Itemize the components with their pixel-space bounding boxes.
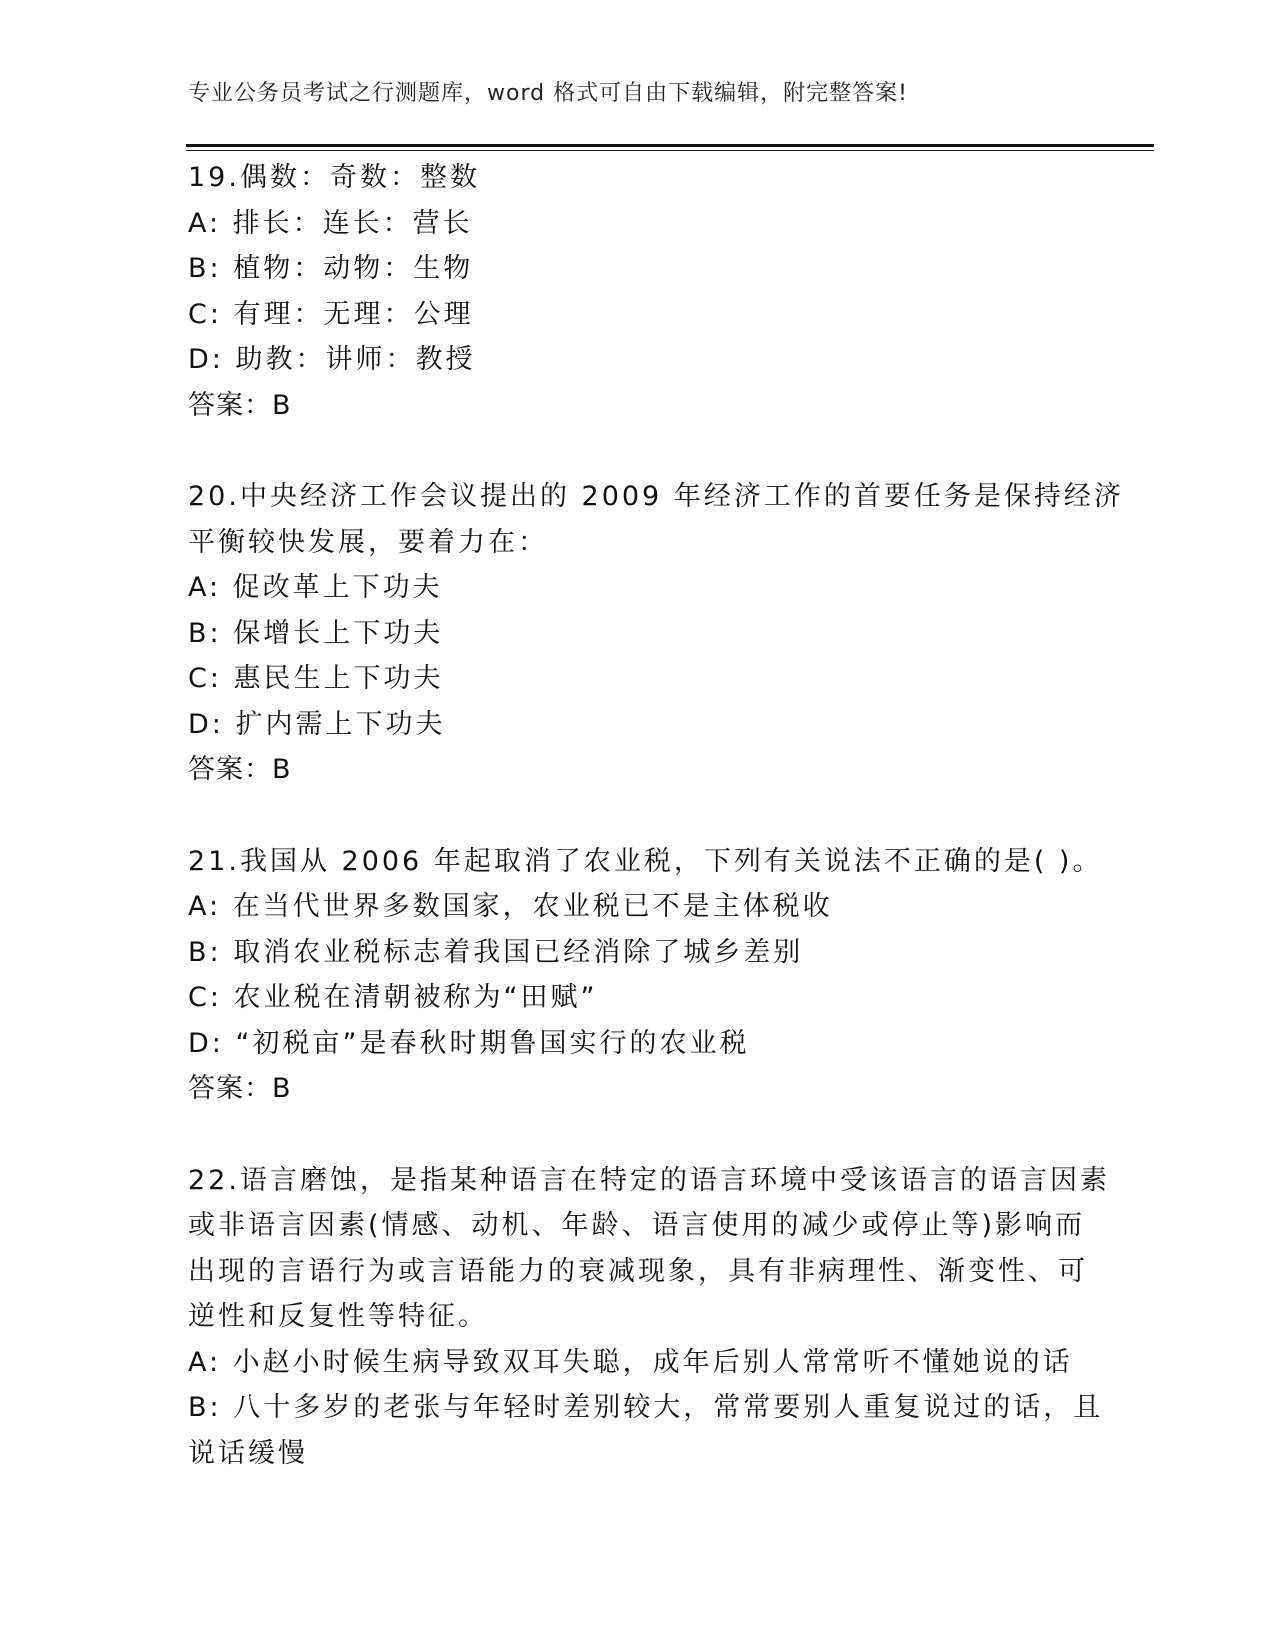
option-c: C: 有理：无理：公理 xyxy=(188,298,474,330)
option-a: A: 在当代世界多数国家，农业税已不是主体税收 xyxy=(188,891,833,922)
option-d: D: “初税亩”是春秋时期鲁国实行的农业税 xyxy=(188,1027,750,1059)
spacer xyxy=(188,793,1088,839)
option-a: A: 促改革上下功夫 xyxy=(188,572,443,603)
option-b: B: 植物：动物：生物 xyxy=(188,253,474,284)
question-stem: 出现的言语行为或言语能力的衰减现象，具有非病理性、渐变性、可 xyxy=(188,1255,1088,1287)
option-c: C: 农业税在清朝被称为“田赋” xyxy=(188,982,598,1013)
spacer xyxy=(188,428,1088,474)
header-rule-thick xyxy=(186,144,1154,147)
option-b-continued: 说话缓慢 xyxy=(188,1437,308,1469)
option-d: D: 扩内需上下功夫 xyxy=(188,708,446,740)
question-stem: 或非语言因素(情感、动机、年龄、语言使用的减少或停止等)影响而 xyxy=(188,1210,1086,1241)
option-b: B: 八十多岁的老张与年轻时差别较大，常常要别人重复说过的话，且 xyxy=(188,1392,1104,1423)
question-22 xyxy=(188,1158,1110,1477)
question-stem: 21.我国从 2006 年起取消了农业税，下列有关说法不正确的是( )。 xyxy=(188,845,1103,877)
spacer xyxy=(188,1112,1088,1158)
question-stem: 19.偶数：奇数：整数 xyxy=(188,162,480,193)
option-c: C: 惠民生上下功夫 xyxy=(188,663,444,694)
option-a: A: 排长：连长：营长 xyxy=(188,207,473,239)
question-21 xyxy=(188,839,1103,1112)
answer: 答案：B xyxy=(188,389,292,421)
question-19 xyxy=(188,155,1088,428)
option-b: B: 保增长上下功夫 xyxy=(188,617,444,649)
question-20 xyxy=(188,474,1124,793)
question-stem: 22.语言磨蚀，是指某种语言在特定的语言环境中受该语言的语言因素 xyxy=(188,1164,1110,1196)
question-stem: 逆性和反复性等特征。 xyxy=(188,1301,488,1332)
answer: 答案：B xyxy=(188,1073,292,1104)
page-header: 专业公务员考试之行测题库，word 格式可自由下载编辑，附完整答案! xyxy=(188,81,908,106)
answer: 答案：B xyxy=(188,754,292,785)
header-rule-thin xyxy=(186,150,1154,151)
option-d: D: 助教：讲师：教授 xyxy=(188,344,476,375)
question-stem: 20.中央经济工作会议提出的 2009 年经济工作的首要任务是保持经济 xyxy=(188,481,1124,512)
option-a: A: 小赵小时候生病导致双耳失聪，成年后别人常常听不懂她说的话 xyxy=(188,1346,1073,1378)
question-stem: 平衡较快发展，要着力在： xyxy=(188,526,548,558)
question-list xyxy=(188,155,1124,1476)
option-b: B: 取消农业税标志着我国已经消除了城乡差别 xyxy=(188,936,804,968)
